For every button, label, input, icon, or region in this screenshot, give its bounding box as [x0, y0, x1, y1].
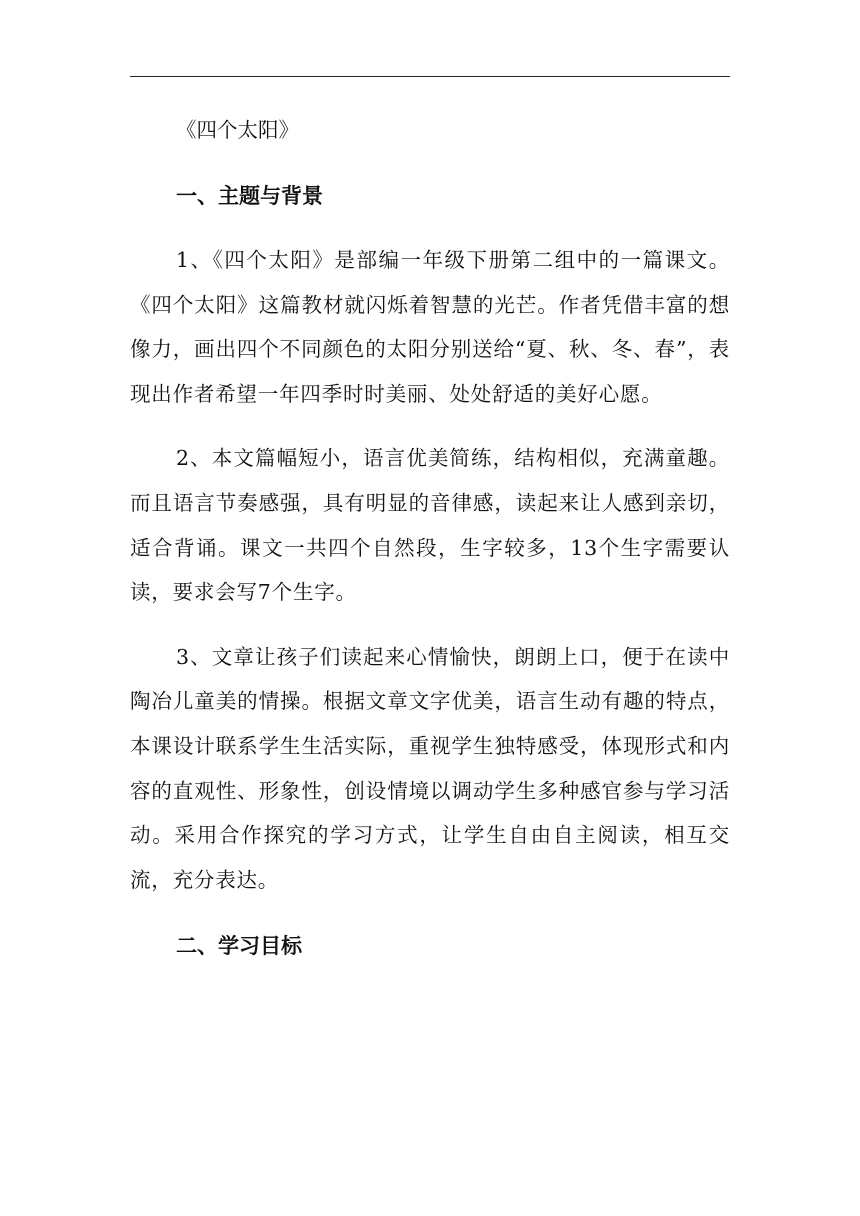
section-heading-theme-background: 一、主题与背景 — [176, 184, 323, 208]
paragraph-3: 3、文章让孩子们读起来心情愉快，朗朗上口，便于在读中陶冶儿童美的情操。根据文章文字优美，语言生动有趣的特点，本课设计联系学生生活实际，重视学生独特感受，体现形式和内容的直观性、形象性，创设情境以调动学生多种感官参与学习活动。采用合作探究的学习方式，让学生自由自主阅读，相互交流，充分表达。 — [130, 644, 730, 892]
paragraph-2: 2、本文篇幅短小，语言优美简练，结构相似，充满童趣。而且语言节奏感强，具有明显的音律感，读起来让人感到亲切，适合背诵。课文一共四个自然段，生字较多，13个生字需要认读，要求会写7个生字。 — [130, 446, 730, 605]
document-body — [130, 108, 730, 968]
document-title: 《四个太阳》 — [176, 118, 299, 142]
paragraph-1: 1、《四个太阳》是部编一年级下册第二组中的一篇课文。《四个太阳》这篇教材就闪烁着智慧的光芒。作者凭借丰富的想像力，画出四个不同颜色的太阳分别送给“夏、秋、冬、春”，表现出作者希望一年四季时时美丽、处处舒适的美好心愿。 — [130, 248, 730, 406]
header-rule — [130, 76, 730, 77]
section-heading-learning-goals: 二、学习目标 — [176, 934, 302, 959]
